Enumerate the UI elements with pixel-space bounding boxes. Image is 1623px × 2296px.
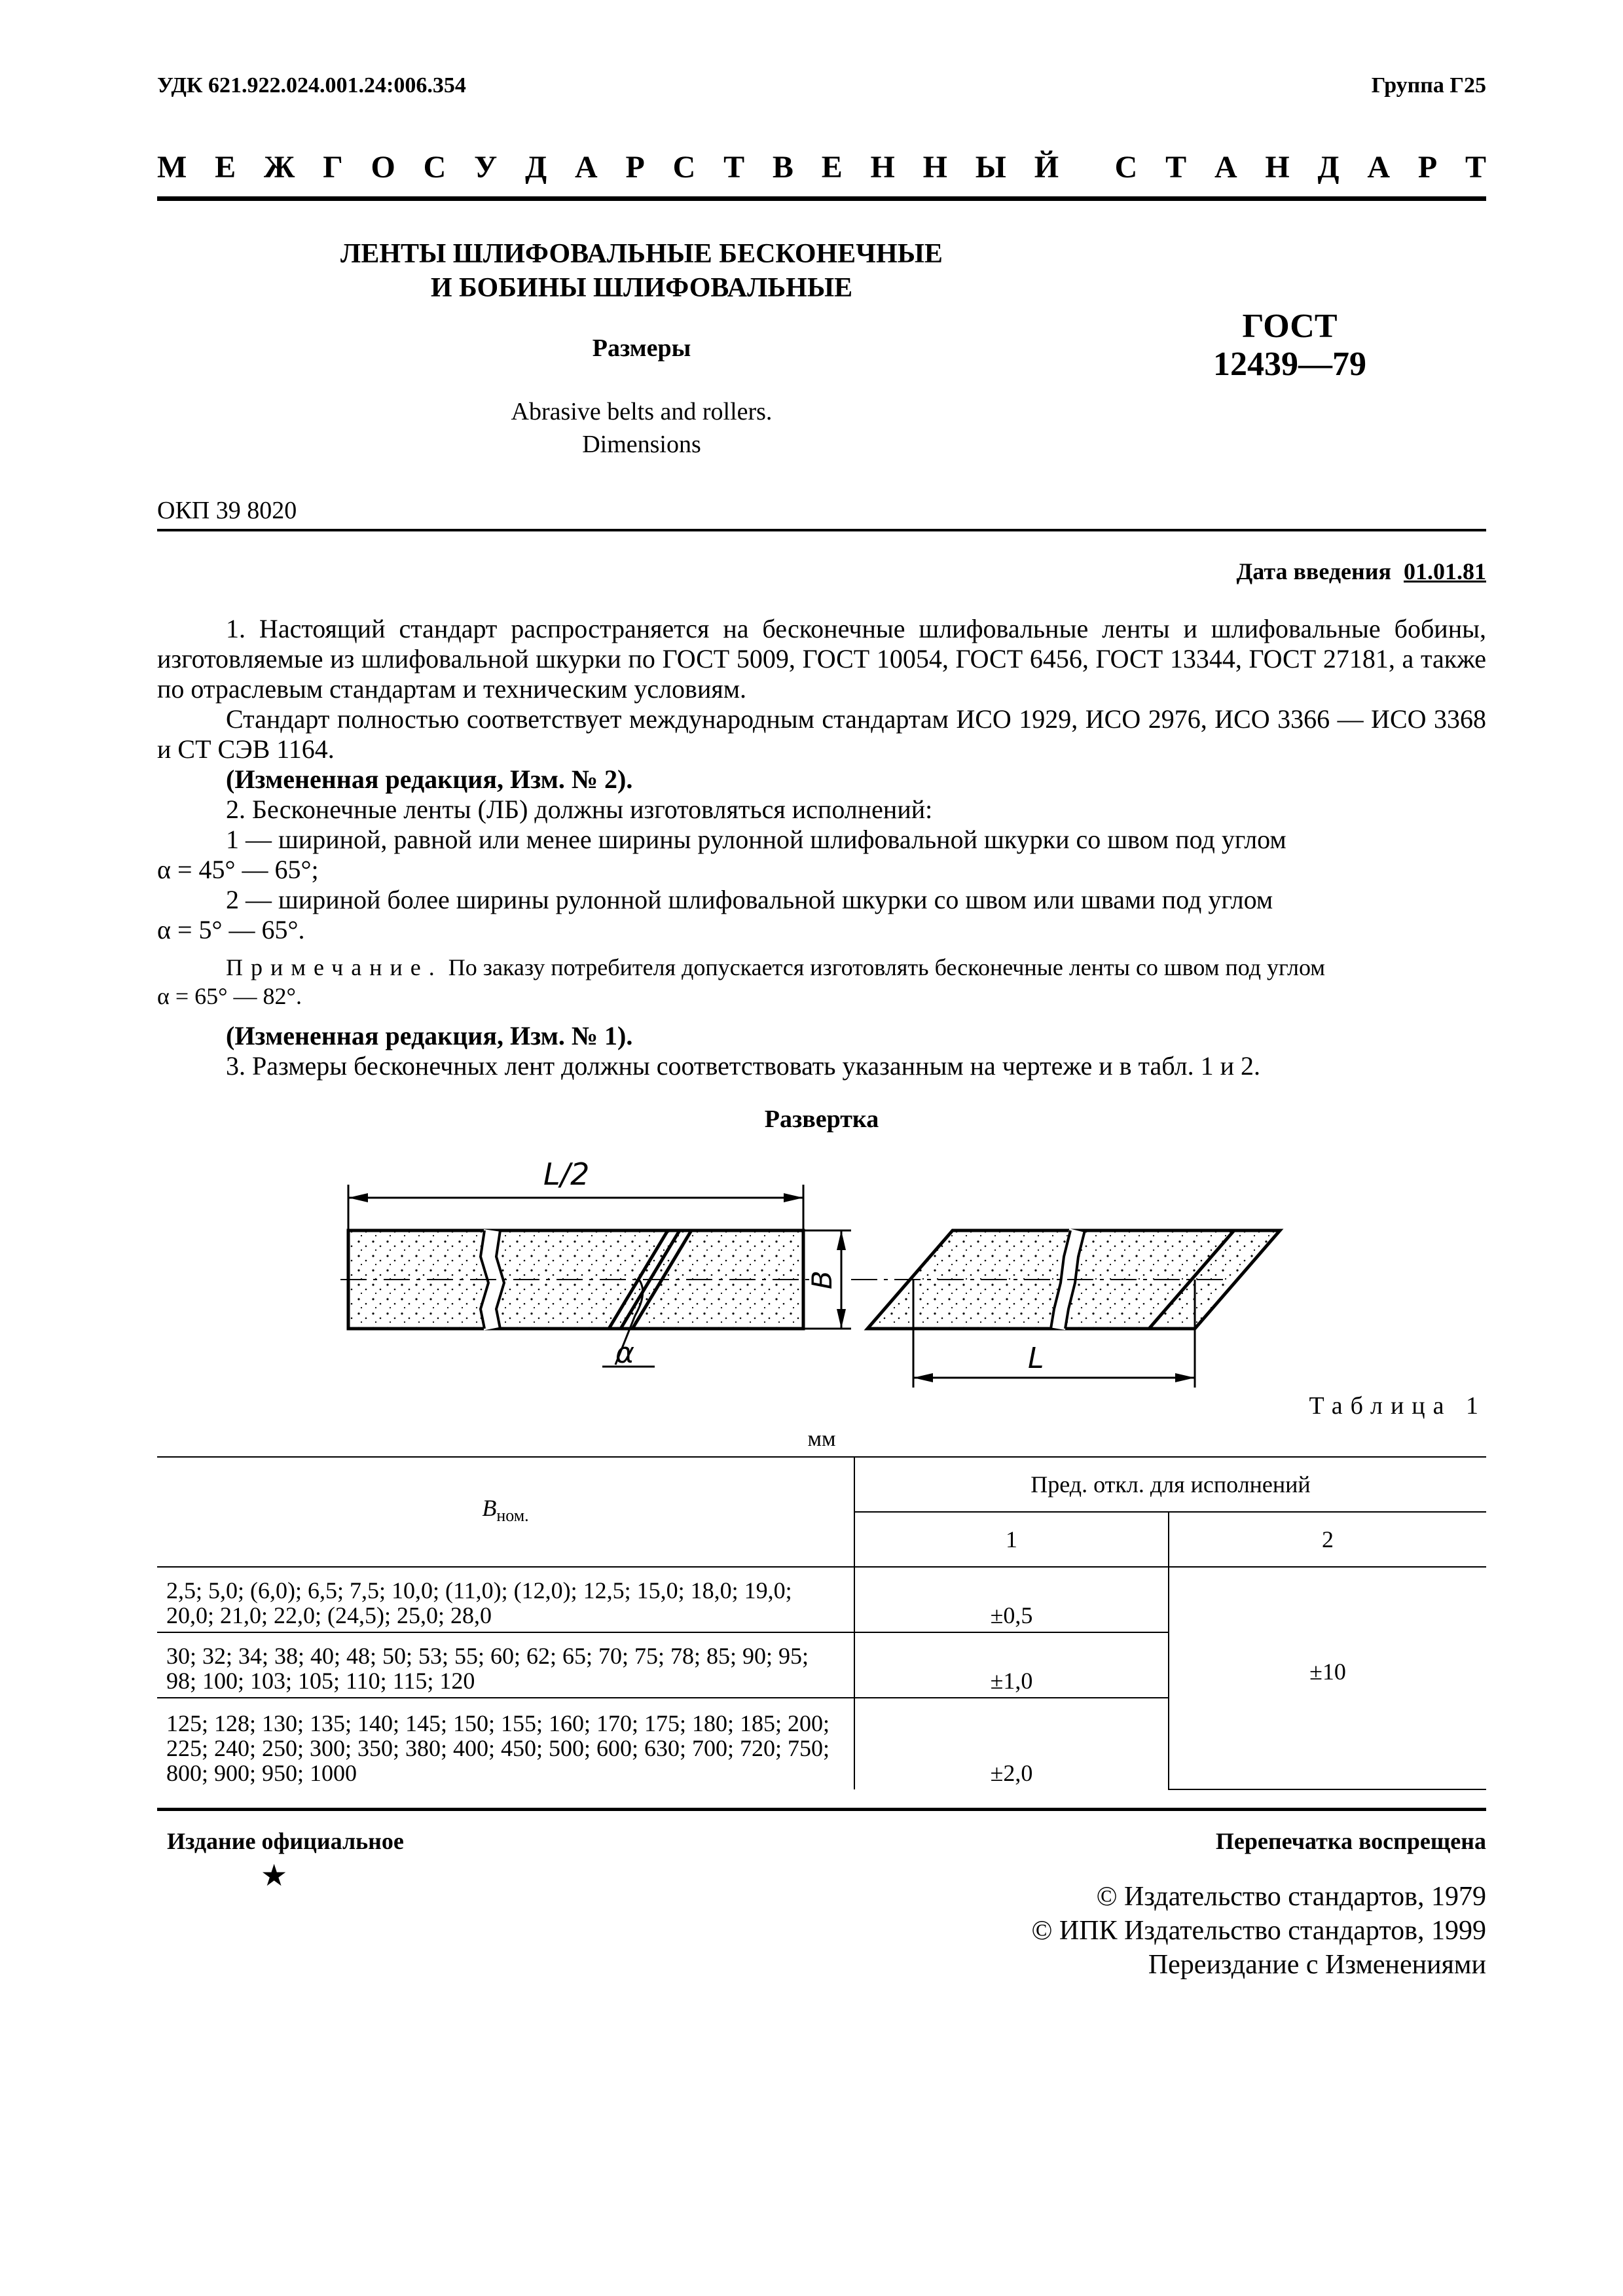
header-deviation: Пред. откл. для исполнений [854,1457,1486,1512]
gost-number [1152,308,1427,384]
cell-deviation-1: ±2,0 [854,1698,1169,1789]
table-unit: мм [807,1427,836,1451]
heading-letter: Т [1465,150,1486,185]
heading-letter: Р [1417,150,1438,185]
heading-letter: Н [922,150,947,185]
label-alpha: α [615,1336,635,1370]
header-rule [157,196,1486,201]
amendment-2-note: (Измененная редакция, Изм. № 2). [226,764,633,794]
star-icon: ★ [261,1859,288,1892]
reissue-note: Переиздание с Изменениями [1148,1950,1486,1980]
copyright-block [1031,1880,1486,1982]
title-line-1: ЛЕНТЫ ШЛИФОВАЛЬНЫЕ БЕСКОНЕЧНЫЕ [340,239,943,269]
b-symbol: B [482,1494,497,1521]
dimension-l-half [348,1157,803,1229]
heading-letter: Е [215,150,236,185]
english-title-line-1: Abrasive belts and rollers. [511,398,773,425]
reprint-prohibited: Перепечатка воспрещена [1215,1828,1486,1854]
figure-caption: Развертка [764,1105,879,1133]
heading-letter: Т [723,150,745,185]
heading-letter: С [1114,150,1138,185]
interstate-standard-heading [157,149,1486,185]
okp-code: ОКП 39 8020 [157,497,297,524]
heading-letter: Е [821,150,843,185]
table-row [157,1567,1486,1632]
title-line-2: И БОБИНЫ ШЛИФОВАЛЬНЫЕ [430,273,853,303]
belt-strip-left [340,1230,812,1370]
cell-deviation-1: ±0,5 [854,1567,1169,1632]
document-title [236,237,1048,305]
label-l: L [1028,1342,1044,1375]
variant-1-angle: α = 45° — 65°; [157,855,319,884]
variant-1-text: 1 — шириной, равной или менее ширины рулонной шлифовальной шкурки со швом под углом [226,825,1286,854]
header-b-nominal [157,1457,854,1567]
date-label: Дата введения [1236,558,1391,584]
heading-letter: О [371,150,395,185]
note-angle: α = 65° — 82°. [157,983,302,1009]
heading-letter: Д [1317,150,1340,185]
header-variant-2: 2 [1169,1512,1486,1567]
dimension-b [803,1230,851,1329]
heading-letter: Г [323,150,343,185]
date-value: 01.01.81 [1404,558,1486,584]
paragraph-1-compliance: Стандарт полностью соответствует международным стандартам ИСО 1929, ИСО 2976, ИСО 3366 — ИСО 3368 и СТ СЭВ 1164. [157,704,1486,764]
heading-letter: Ы [975,150,1006,185]
introduction-date [1237,558,1487,585]
b-subscript: ном. [496,1506,529,1526]
heading-letter: С [672,150,696,185]
heading-letter: Й [1034,150,1059,185]
note-label: Примечание. [226,954,443,980]
heading-letter: С [423,150,447,185]
cell-b-values: 125; 128; 130; 135; 140; 145; 150; 155; 160; 170; 175; 180; 185; 200; 225; 240; 250; 300; 350; 380; 400; 450; 500; 600; 630; 700; 720; 750; 800; 900; 950; 1000 [157,1698,854,1789]
belt-development-drawing [327,1152,1322,1401]
heading-letter: А [1367,150,1391,185]
gost-label: ГОСТ [1242,308,1338,345]
paragraph-1: 1. Настоящий стандарт распространяется на бесконечные шлифовальные ленты и шлифовальные бобины, изготовляемые из шлифовальной шкурки по ГОСТ 5009, ГОСТ 10054, ГОСТ 6456, ГОСТ 13344, ГОСТ 27181, а также по отраслевым стандартам и техническим условиям. [157,614,1486,704]
heading-letter: Н [870,150,895,185]
cell-deviation-2: ±10 [1169,1567,1486,1789]
label-l-half: L/2 [543,1157,590,1192]
heading-letter: У [474,150,498,185]
heading-letter: М [157,150,187,185]
copyright-1999: © ИПК Издательство стандартов, 1999 [1031,1916,1486,1946]
heading-letter: Ж [263,150,295,185]
official-edition: Издание официальное [167,1828,404,1854]
variant-2-angle: α = 5° — 65°. [157,915,305,944]
table-caption: Таблица 1 [1309,1392,1486,1420]
cell-b-values: 2,5; 5,0; (6,0); 6,5; 7,5; 10,0; (11,0); (12,0); 12,5; 15,0; 18,0; 19,0; 20,0; 21,0; 22,0; (24,5); 25,0; 28,0 [157,1567,854,1632]
heading-letter: Н [1265,150,1290,185]
gost-code: 12439—79 [1213,346,1366,383]
english-title [236,395,1048,461]
udk-code: УДК 621.922.024.001.24:006.354 [157,73,466,98]
label-b: B [806,1270,838,1289]
heading-letter: Д [525,150,547,185]
heading-letter: В [772,150,793,185]
heading-letter: Т [1165,150,1187,185]
heading-letter: А [575,150,598,185]
english-title-line-2: Dimensions [582,431,701,458]
footer-rule [157,1808,1486,1811]
heading-letter: А [1214,150,1237,185]
paragraph-2: 2. Бесконечные ленты (ЛБ) должны изготовляться исполнений: [226,795,933,824]
note-block [157,953,1486,982]
title-rule [157,529,1486,531]
cell-b-values: 30; 32; 34; 38; 40; 48; 50; 53; 55; 60; 62; 65; 70; 75; 78; 85; 90; 95; 98; 100; 103; 105; 110; 115; 120 [157,1632,854,1698]
subtitle: Размеры [592,334,691,362]
group-code: Группа Г25 [1371,73,1486,98]
heading-letter: Р [625,150,645,185]
paragraph-3: 3. Размеры бесконечных лент должны соответствовать указанным на чертеже и в табл. 1 и 2. [226,1051,1260,1081]
header-variant-1: 1 [854,1512,1169,1567]
note-text: По заказу потребителя допускается изготовлять бесконечные ленты со швом под углом [448,954,1326,980]
amendment-1-note: (Измененная редакция, Изм. № 1). [226,1021,633,1050]
variant-2-text: 2 — шириной более ширины рулонной шлифовальной шкурки со швом или швами под углом [226,885,1273,914]
copyright-1979: © Издательство стандартов, 1979 [1096,1882,1486,1912]
table-1 [157,1456,1486,1790]
belt-strip-right [851,1230,1280,1388]
cell-deviation-1: ±1,0 [854,1632,1169,1698]
